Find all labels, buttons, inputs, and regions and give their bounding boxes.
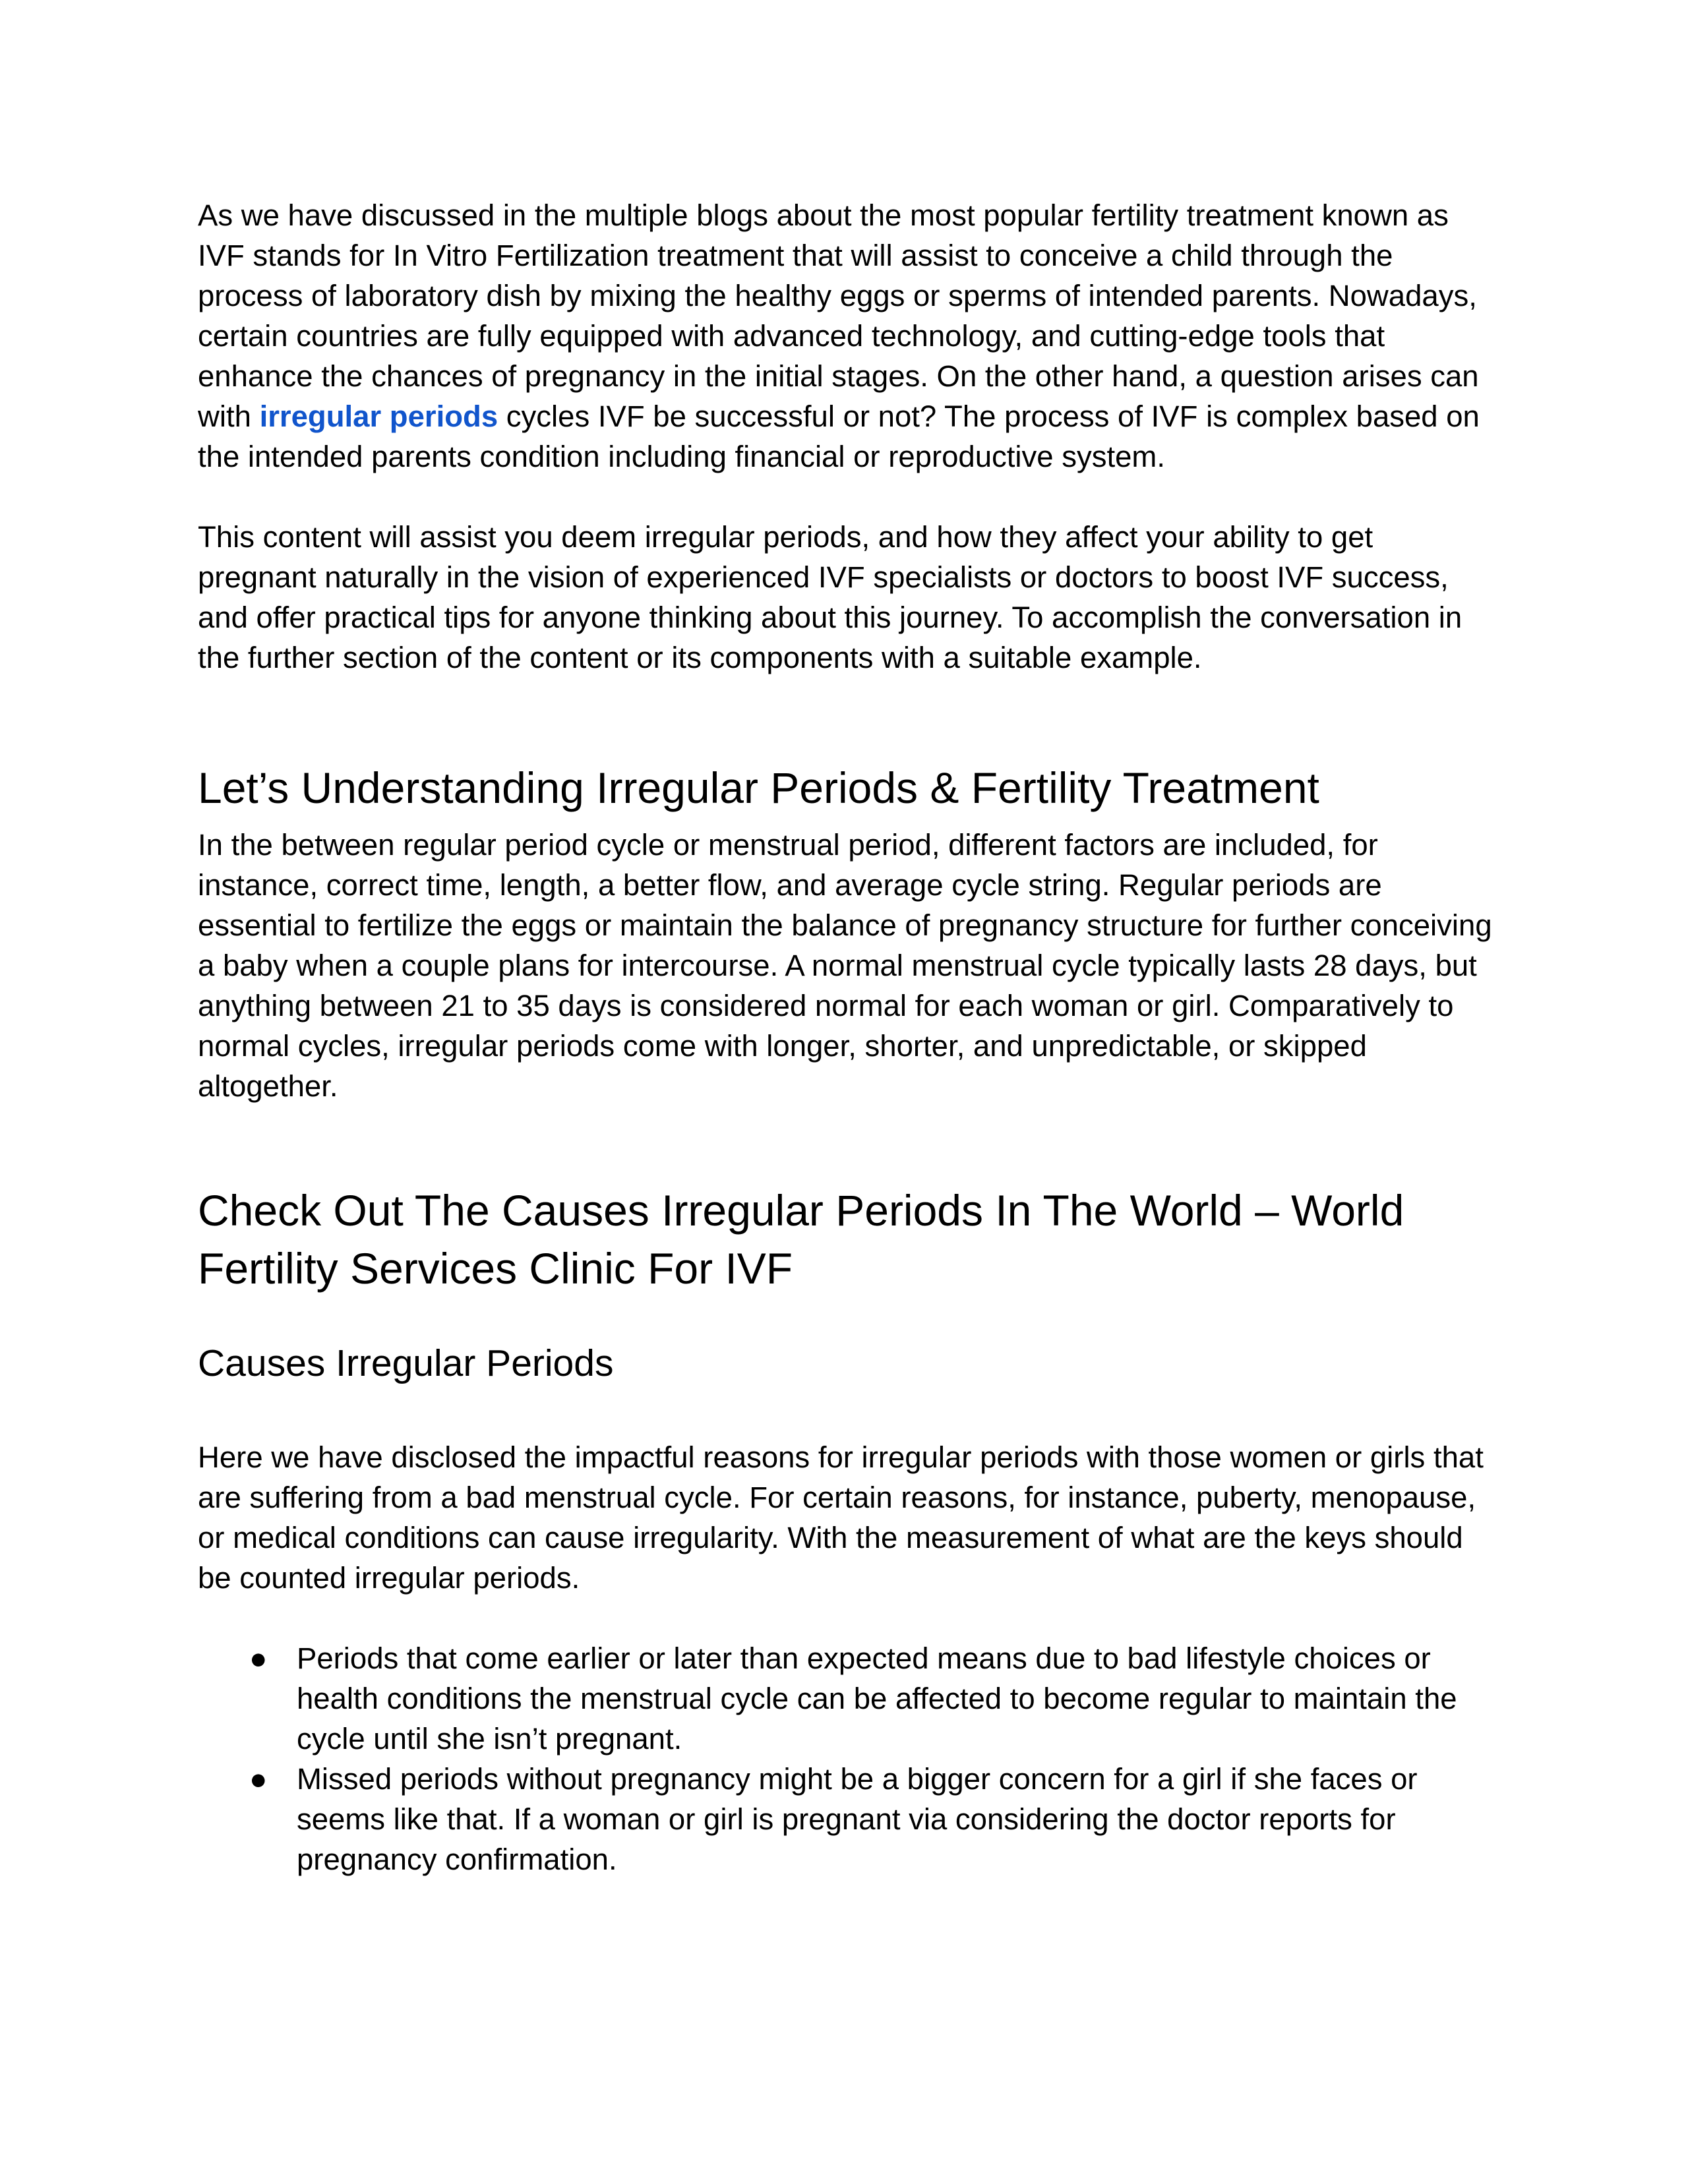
intro-paragraph-2: This content will assist you deem irregular periods, and how they affect your ability to get pregnant naturally in the vision of experienced IVF specialists or doctors to boost IVF success, and offer practical tips for anyone thinking about this journey. To accomplish the conversation in the further section of the content or its components with a suitable example.	[198, 520, 1462, 674]
list-item	[198, 1759, 1494, 1879]
bullet-icon: ●	[249, 1762, 268, 1796]
list-item	[198, 1638, 1494, 1759]
causes-paragraph: Here we have disclosed the impactful reasons for irregular periods with those women or girls that are suffering from a bad menstrual cycle. For certain reasons, for instance, puberty, menopause, or medical conditions can cause irregularity. With the measurement of what are the keys should be counted irregular periods.	[198, 1440, 1484, 1595]
intro-paragraph-1	[198, 195, 1494, 477]
intro-paragraph-1-text-b: cycles IVF be successful or not? The process of IVF is complex based on the intended parents condition including financial or reproductive system.	[198, 399, 1480, 473]
understanding-paragraph: In the between regular period cycle or menstrual period, different factors are included, for instance, correct time, length, a better flow, and average cycle string. Regular periods are essential to fertilize the eggs or maintain the balance of pregnancy structure for further conceiving a baby when a couple plans for intercourse. A normal menstrual cycle typically lasts 28 days, but anything between 21 to 35 days is considered normal for each woman or girl. Comparatively to normal cycles, irregular periods come with longer, shorter, and unpredictable, or skipped altogether.	[198, 828, 1492, 1103]
bullet-icon: ●	[249, 1641, 268, 1675]
document-page	[198, 195, 1494, 1879]
heading-causes-in-the-world: Check Out The Causes Irregular Periods In The World – World Fertility Services Clinic For IVF	[198, 1186, 1404, 1293]
list-item-text: Missed periods without pregnancy might be a bigger concern for a girl if she faces or seems like that. If a woman or girl is pregnant via considering the doctor reports for pregnancy confirmation.	[297, 1762, 1418, 1876]
intro-paragraph-1-text-a: As we have discussed in the multiple blogs about the most popular fertility treatment known as IVF stands for In Vitro Fertilization treatment that will assist to conceive a child through the process of laboratory dish by mixing the healthy eggs or sperms of intended parents. Nowadays, certain countries are fully equipped with advanced technology, and cutting-edge tools that enhance the chances of pregnancy in the initial stages. On the other hand, a question arises can with	[198, 198, 1479, 433]
causes-bullet-list	[198, 1638, 1494, 1879]
subheading-causes-irregular-periods: Causes Irregular Periods	[198, 1342, 614, 1384]
heading-understanding-irregular-periods: Let’s Understanding Irregular Periods & Fertility Treatment	[198, 763, 1319, 812]
list-item-text: Periods that come earlier or later than expected means due to bad lifestyle choices or health conditions the menstrual cycle can be affected to become regular to maintain the cycle until she isn’t pregnant.	[297, 1641, 1457, 1756]
irregular-periods-link[interactable]: irregular periods	[259, 399, 498, 433]
